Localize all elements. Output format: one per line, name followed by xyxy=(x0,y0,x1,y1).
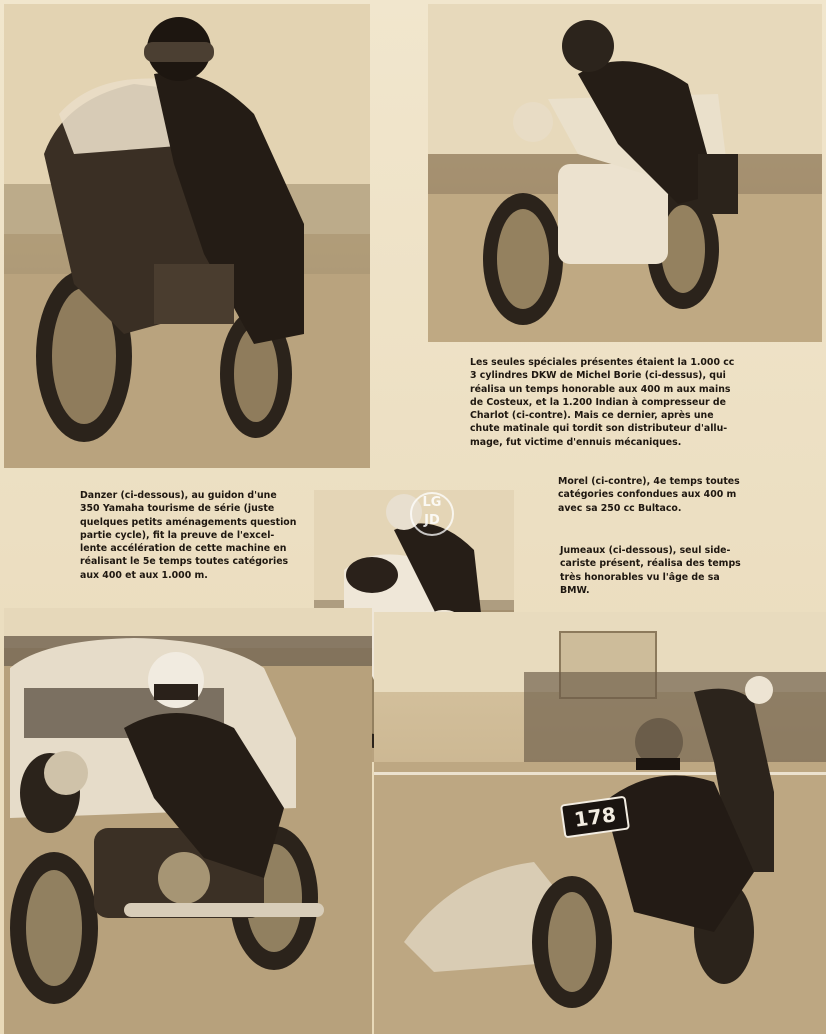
caption-morel: Morel (ci-contre), 4e temps toutes catégories confondues aux 400 m avec sa 250 cc Bultaco. xyxy=(558,476,740,514)
sidecar-race-number: 178 xyxy=(560,796,630,839)
caption-specials: Les seules spéciales présentes étaient la 1.000 cc 3 cylindres DKW de Michel Borie (ci-dessus), qui réalisa un temps honorable aux 400 m aux mains de Costeux, et la 1.200 Indian à compresseur de Charlot (ci-contre). Mais ce dernier, après une chute matinale qui tordit son distributeur d'allu- mage, fut victime d'ennuis mécaniques. xyxy=(470,357,735,448)
photo-dkw-borie xyxy=(428,4,822,342)
watermark-logo: LG JD xyxy=(410,492,454,536)
caption-jumeaux: Jumeaux (ci-dessous), seul side- cariste présent, réalisa des temps très honorables vu l'âge de sa BMW. xyxy=(560,545,741,596)
caption-danzer: Danzer (ci-dessous), au guidon d'une 350 Yamaha tourisme de série (juste quelques petits aménagements question partie cycle), fit la preuve de l'excel- lente accélération de cette machine en réalisant le 5e temps toutes catégories aux 400 et aux 1.000 m. xyxy=(80,490,297,581)
photo-indian-charlot xyxy=(4,4,370,468)
photo-yamaha-danzer xyxy=(4,608,372,1034)
